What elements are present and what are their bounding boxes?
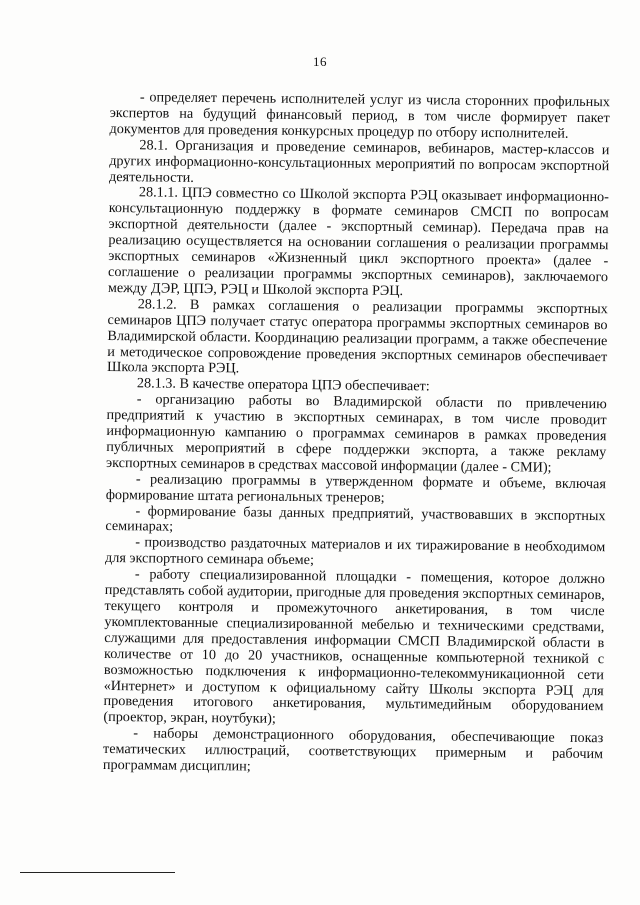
paragraph-bullet-venue: - работу специализированной площадки - помещения, которое должно представлять собой аудитории, пригодные для проведения экспортных семинаров, текущего контроля и промежуточного анкетирования, в том числе укомплектованные специализированной мебелью и техническими средствами, служащими для предоставления информации СМСП Владимирской области в количестве от 10 до 20 участников, оснащенные компьютерной техникой с возможностью подключения к информационно-телекоммуникационной сети «Интернет» и доступом к официальному сайту Школы экспорта РЭЦ для проведения итогового анкетирования, мультимедийным оборудованием (проектор, экран, ноутбуки); — [103, 566, 605, 728]
paragraph-bullet-program: - реализацию программы в утвержденном формате и объеме, включая формирование штата региональных тренеров; — [105, 471, 606, 506]
paragraph-28-1-3: 28.1.3. В качестве оператора ЦПЭ обеспечивает: — [136, 375, 430, 395]
paragraph-bullet-organization: - организацию работы во Владимирской области по привлечению предприятий к участию в экспортных семинарах, в том числе проводит информационную кампанию о программах семинаров в рамках проведения публичных мероприятий в сфере поддержки экспорта, а также рекламу экспортных семинаров в средствах массовой информации (далее - СМИ); — [106, 391, 607, 476]
paragraph-bullet-database: - формирование базы данных предприятий, участвовавших в экспортных семинарах; — [105, 502, 606, 536]
paragraph-bullet-performers: - определяет перечень исполнителей услуг из числа сторонних профильных экспертов на будущий финансовый период, в том числе формирует пакет документов для проведения конкурсных процедур по отбору исполнителей. — [109, 89, 610, 142]
page-number: 16 — [313, 54, 327, 69]
paragraph-28-1-1: 28.1.1. ЦПЭ совместно со Школой экспорта РЭЦ оказывает информационно-консультационную поддержку в формате семинаров СМСП по вопросам экспортной деятельности (далее - экспортный семинар). Передача прав на реализацию осуществляется на основании соглашения о реализации программы экспортных семинаров «Жизненный цикл экспортного проекта» (далее - соглашение о реализации программы экспортных семинаров), заключаемого между ДЭР, ЦПЭ, РЭЦ и Школой экспорта РЭЦ. — [107, 184, 609, 299]
body-text — [103, 90, 610, 779]
paragraph-bullet-equipment: - наборы демонстрационного оборудования, обеспечивающие показ тематических иллюстраций, соответствующих примерным и рабочим программам дисциплин; — [102, 725, 604, 775]
footnote-divider — [20, 872, 175, 873]
paragraph-bullet-materials: - производство раздаточных материалов и их тиражирование в необходимом для экспортного семинара объеме; — [105, 534, 606, 569]
paragraph-28-1-2: 28.1.2. В рамках соглашения о реализации программы экспортных семинаров ЦПЭ получает статус оператора программы экспортных семинаров во Владимирской области. Координацию реализации программ, а также обеспечение и методическое сопровождение проведения экспортных семинаров обеспечивает Школа экспорта РЭЦ. — [107, 296, 608, 377]
paragraph-28-1: 28.1. Организация и проведение семинаров, вебинаров, мастер-классов и других информационно-консультационных мероприятий по вопросам экспортной деятельности. — [109, 137, 610, 186]
